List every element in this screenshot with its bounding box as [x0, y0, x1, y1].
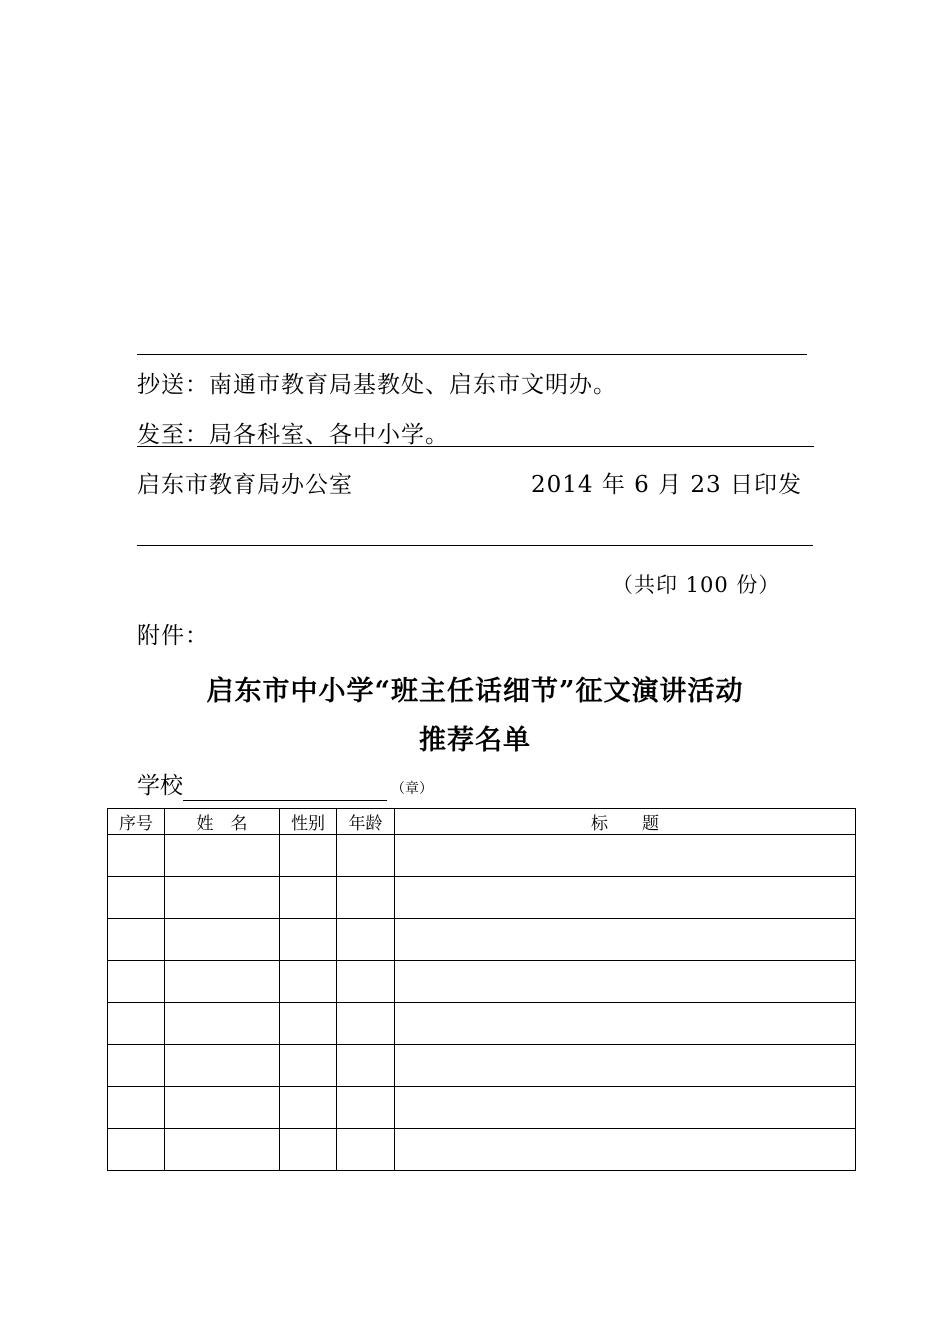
- cell-index[interactable]: [108, 1003, 165, 1045]
- cell-name[interactable]: [165, 961, 280, 1003]
- cell-title[interactable]: [395, 961, 856, 1003]
- cell-gender[interactable]: [280, 1129, 337, 1171]
- table-row: [108, 1003, 856, 1045]
- header-gender: 性别: [280, 809, 337, 835]
- table-row: [108, 961, 856, 1003]
- cell-gender[interactable]: [280, 1003, 337, 1045]
- to-line-rule: [137, 446, 814, 447]
- cell-index[interactable]: [108, 1129, 165, 1171]
- header-title: 标 题: [395, 809, 856, 835]
- table-row: [108, 1045, 856, 1087]
- school-label: 学校: [137, 773, 183, 799]
- cell-age[interactable]: [337, 1003, 395, 1045]
- cell-gender[interactable]: [280, 919, 337, 961]
- header-index: 序号: [108, 809, 165, 835]
- school-blank[interactable]: [183, 774, 387, 801]
- cell-gender[interactable]: [280, 961, 337, 1003]
- top-rule: [137, 354, 807, 355]
- attachment-label: 附件：: [137, 623, 209, 649]
- cell-index[interactable]: [108, 877, 165, 919]
- cell-title[interactable]: [395, 835, 856, 877]
- cell-title[interactable]: [395, 1087, 856, 1129]
- cell-name[interactable]: [165, 835, 280, 877]
- cell-gender[interactable]: [280, 1087, 337, 1129]
- cell-title[interactable]: [395, 919, 856, 961]
- cell-name[interactable]: [165, 1003, 280, 1045]
- cell-age[interactable]: [337, 961, 395, 1003]
- table-row: [108, 1129, 856, 1171]
- issuer: 启东市教育局办公室: [137, 472, 353, 498]
- cell-age[interactable]: [337, 835, 395, 877]
- cell-index[interactable]: [108, 835, 165, 877]
- header-name: 姓 名: [165, 809, 280, 835]
- cell-name[interactable]: [165, 1087, 280, 1129]
- cell-age[interactable]: [337, 919, 395, 961]
- stamp-note: （章）: [391, 781, 433, 797]
- to-line: 发至：局各科室、各中小学。: [137, 422, 449, 448]
- copies-note: （共印 100 份）: [612, 573, 781, 597]
- table-row: [108, 1087, 856, 1129]
- bottom-rule: [137, 545, 813, 546]
- attachment-subtitle: 推荐名单: [419, 725, 531, 756]
- cell-index[interactable]: [108, 919, 165, 961]
- cell-gender[interactable]: [280, 1045, 337, 1087]
- cell-name[interactable]: [165, 1045, 280, 1087]
- cell-age[interactable]: [337, 1129, 395, 1171]
- cell-age[interactable]: [337, 1045, 395, 1087]
- cell-name[interactable]: [165, 919, 280, 961]
- cell-title[interactable]: [395, 1129, 856, 1171]
- header-age: 年龄: [337, 809, 395, 835]
- cell-name[interactable]: [165, 1129, 280, 1171]
- table-header-row: [108, 809, 856, 835]
- cell-gender[interactable]: [280, 877, 337, 919]
- cell-title[interactable]: [395, 1045, 856, 1087]
- table-row: [108, 919, 856, 961]
- cell-title[interactable]: [395, 877, 856, 919]
- issue-date: 2014 年 6 月 23 日印发: [531, 472, 802, 498]
- table-row: [108, 835, 856, 877]
- cc-line: 抄送：南通市教育局基教处、启东市文明办。: [137, 372, 617, 398]
- recommendation-table: [107, 808, 856, 1171]
- cell-index[interactable]: [108, 1087, 165, 1129]
- cell-title[interactable]: [395, 1003, 856, 1045]
- cell-gender[interactable]: [280, 835, 337, 877]
- cell-name[interactable]: [165, 877, 280, 919]
- cell-index[interactable]: [108, 961, 165, 1003]
- table-row: [108, 877, 856, 919]
- school-field: [137, 770, 433, 805]
- attachment-title: 启东市中小学“班主任话细节”征文演讲活动: [206, 676, 744, 707]
- cell-age[interactable]: [337, 877, 395, 919]
- cell-index[interactable]: [108, 1045, 165, 1087]
- cell-age[interactable]: [337, 1087, 395, 1129]
